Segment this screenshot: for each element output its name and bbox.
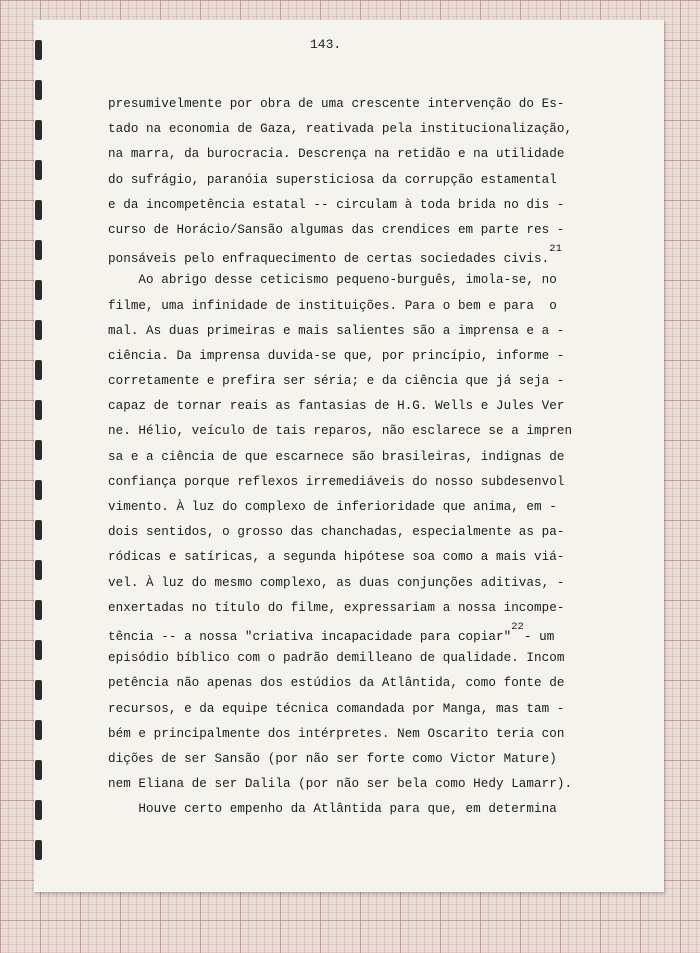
text-line: ne. Hélio, veículo de tais reparos, não esclarece se a impren	[108, 424, 573, 439]
text-line: presumivelmente por obra de uma crescente intervenção do Es-	[108, 97, 565, 111]
text-line-content: tência -- a nossa "criativa incapacidade para copiar"	[108, 630, 512, 645]
binding-hole	[35, 640, 42, 660]
binding-hole	[35, 720, 42, 740]
text-line: sa e a ciência de que escarnece são brasileiras, indignas de	[108, 449, 565, 464]
binding-hole	[35, 320, 42, 340]
text-line: mal. As duas primeiras e mais salientes são a imprensa e a -	[108, 323, 565, 338]
binding-hole	[35, 240, 42, 260]
binding-hole	[35, 120, 42, 140]
binding-hole	[35, 560, 42, 580]
footnote-marker-21: 21	[549, 243, 562, 256]
text-line: episódio bíblico com o padrão demilleano de qualidade. Incom	[108, 651, 565, 666]
binding-hole	[35, 520, 42, 540]
binding-hole	[35, 800, 42, 820]
text-line: do sufrágio, paranóia supersticiosa da corrupção estamental	[108, 172, 557, 187]
binding-hole	[35, 160, 42, 180]
text-line: filme, uma infinidade de instituições. Para o bem e para o	[108, 298, 557, 313]
text-line: capaz de tornar reais as fantasias de H.G. Wells e Jules Ver	[108, 399, 565, 414]
binding-hole	[35, 360, 42, 380]
footnote-marker-22: 22	[511, 620, 524, 633]
text-line: dois sentidos, o grosso das chanchadas, especialmente as pa-	[108, 525, 565, 540]
text-line: nem Eliana de ser Dalila (por não ser bela como Hedy Lamarr).	[108, 777, 573, 792]
binding-hole	[35, 760, 42, 780]
text-line: na marra, da burocracia. Descrença na retidão e na utilidade	[108, 147, 565, 162]
binding-holes	[34, 20, 54, 892]
text-line	[108, 243, 618, 268]
text-line: dições de ser Sansão (por não ser forte como Victor Mature)	[108, 751, 557, 766]
text-line: petência não apenas dos estúdios da Atlântida, como fonte de	[108, 676, 565, 691]
text-line	[108, 621, 618, 646]
typewritten-page	[34, 20, 664, 892]
binding-hole	[35, 480, 42, 500]
text-line-content: ponsáveis pelo enfraquecimento de certas sociedades civis.	[108, 252, 550, 267]
binding-hole	[35, 40, 42, 60]
text-line: vel. À luz do mesmo complexo, as duas conjunções aditivas, -	[108, 575, 565, 590]
text-line: bém e principalmente dos intérpretes. Nem Oscarito teria con	[108, 726, 565, 741]
text-line: Ao abrigo desse ceticismo pequeno-burguês, imola-se, no	[108, 273, 557, 288]
text-line: ciência. Da imprensa duvida-se que, por princípio, informe -	[108, 348, 565, 363]
text-line: confiança porque reflexos irremediáveis do nosso subdesenvol	[108, 474, 565, 489]
binding-hole	[35, 840, 42, 860]
binding-hole	[35, 440, 42, 460]
binding-hole	[35, 80, 42, 100]
text-line: ródicas e satíricas, a segunda hipótese soa como a mais viá-	[108, 550, 565, 565]
text-line: Houve certo empenho da Atlântida para que, em determina	[108, 802, 557, 817]
page-number: 143.	[310, 37, 342, 52]
text-line: curso de Horácio/Sansão algumas das crendices em parte res -	[108, 222, 565, 237]
binding-hole	[35, 400, 42, 420]
text-line: e da incompetência estatal -- circulam à toda brida no dis -	[108, 197, 565, 212]
text-line: vimento. À luz do complexo de inferioridade que anima, em -	[108, 500, 557, 514]
text-line: corretamente e prefira ser séria; e da ciência que já seja -	[108, 374, 565, 389]
body-text	[108, 92, 618, 822]
binding-hole	[35, 280, 42, 300]
text-line-tail: - um	[523, 630, 555, 645]
binding-hole	[35, 600, 42, 620]
binding-hole	[35, 680, 42, 700]
binding-hole	[35, 200, 42, 220]
text-line: enxertadas no título do filme, expressariam a nossa incompe-	[108, 600, 565, 615]
text-line: tado na economia de Gaza, reativada pela institucionalização,	[108, 122, 573, 137]
text-line: recursos, e da equipe técnica comandada por Manga, mas tam -	[108, 701, 565, 716]
